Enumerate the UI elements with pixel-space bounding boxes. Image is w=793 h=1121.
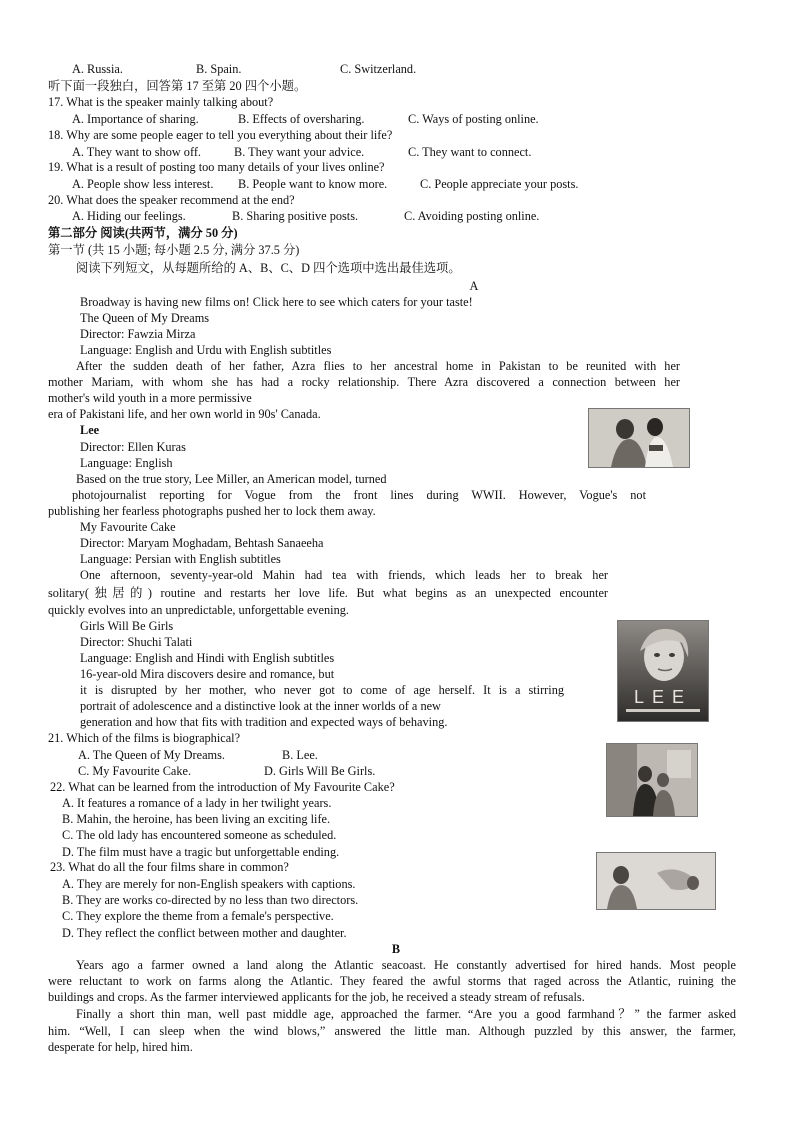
passage-b-line: desperate for help, hired him. [48, 1040, 193, 1054]
q23-option-d: D. They reflect the conflict between mother and daughter. [62, 926, 347, 940]
film1-language: Language: English and Urdu with English subtitles [80, 343, 332, 357]
film4-title: Girls Will Be Girls [80, 619, 174, 633]
film3-director: Director: Maryam Moghadam, Behtash Sanaeeha [80, 536, 324, 550]
monologue-intro: 听下面一段独白，回答第 17 至第 20 四个小题。 [48, 79, 307, 93]
lee-poster-image [617, 620, 709, 722]
q21-option-d: D. Girls Will Be Girls. [264, 764, 376, 778]
film3-desc-line: quickly evolves into an unpredictable, unforgettable evening. [48, 603, 349, 617]
film1-director: Director: Fawzia Mirza [80, 327, 196, 341]
q19-stem: 19. What is a result of posting too many details of your lives online? [48, 160, 385, 174]
film4-director: Director: Shuchi Talati [80, 635, 193, 649]
q16-option-a: A. Russia. [72, 62, 123, 76]
film2-director: Director: Ellen Kuras [80, 440, 186, 454]
film3-title: My Favourite Cake [80, 520, 176, 534]
film4-desc-line: portrait of adolescence and a distinctive look at the inner worlds of a new [80, 699, 441, 713]
passage-b-letter: B [391, 942, 401, 956]
q19-option-a: A. People show less interest. [72, 177, 214, 191]
q23-option-c: C. They explore the theme from a female's perspective. [62, 909, 334, 923]
film1-still-image [588, 408, 690, 468]
q17-option-c: C. Ways of posting online. [408, 112, 539, 126]
q23-option-b: B. They are works co-directed by no less than two directors. [62, 893, 359, 907]
q21-option-c: C. My Favourite Cake. [78, 764, 192, 778]
film4-language: Language: English and Hindi with English subtitles [80, 651, 335, 665]
q19-options [72, 176, 578, 192]
q22-option-b: B. Mahin, the heroine, has been living an exciting life. [62, 812, 331, 826]
q18-option-b: B. They want your advice. [234, 145, 365, 159]
film1-desc-line: mother's wild youth in a more permissive [48, 391, 252, 405]
q19-option-b: B. People want to know more. [238, 177, 388, 191]
q17-stem: 17. What is the speaker mainly talking about? [48, 95, 274, 109]
reading-section-title: 第一节 (共 15 小题; 每小题 2.5 分, 满分 37.5 分) [48, 243, 300, 257]
q18-option-a: A. They want to show off. [72, 145, 201, 159]
passage-a-letter: A [469, 279, 479, 293]
q18-stem: 18. Why are some people eager to tell you everything about their life? [48, 128, 393, 142]
passage-b-line: were reluctant to work on farms along the Atlantic. They feared the awful storms that raged across the Atlantic, ruining the [48, 974, 736, 988]
q21-options-row2 [78, 763, 375, 779]
film3-still-image [606, 743, 698, 817]
film4-still-image [596, 852, 716, 910]
q20-option-c: C. Avoiding posting online. [404, 209, 540, 223]
passage-b-line: buildings and crops. As the farmer interviewed applicants for the job, he received a steady stream of refusals. [48, 990, 585, 1004]
passage-b-line: Years ago a farmer owned a land along the Atlantic seacoast. He constantly advertised for hired hands. Most people [76, 958, 736, 972]
film2-desc-line: photojournalist reporting for Vogue from the front lines during WWII. However, Vogue's not [72, 488, 646, 502]
reading-instruction: 阅读下列短文，从每题所给的 A、B、C、D 四个选项中选出最佳选项。 [76, 261, 461, 275]
q17-option-a: A. Importance of sharing. [72, 112, 199, 126]
q22-option-d: D. The film must have a tragic but unforgettable ending. [62, 845, 340, 859]
film3-language: Language: Persian with English subtitles [80, 552, 281, 566]
q21-option-a: A. The Queen of My Dreams. [78, 748, 225, 762]
film2-desc-line: publishing her fearless photographs pushed her to lock them away. [48, 504, 376, 518]
q22-stem: 22. What can be learned from the introduction of My Favourite Cake? [50, 780, 395, 794]
film2-title: Lee [80, 423, 100, 437]
film1-desc-line: mother Mariam, with whom she has had a rocky relationship. There Azra discovered a connection between her [48, 375, 680, 389]
q20-stem: 20. What does the speaker recommend at the end? [48, 193, 295, 207]
film4-desc-line: generation and how that fits with tradition and expected ways of behaving. [80, 715, 448, 729]
film3-desc-line: solitary(独居的) routine and restarts her love life. But what begins as an unexpected encounter [48, 586, 608, 600]
q20-options [72, 208, 539, 224]
film4-desc-line: 16-year-old Mira discovers desire and romance, but [80, 667, 335, 681]
film2-language: Language: English [80, 456, 173, 470]
q17-option-b: B. Effects of oversharing. [238, 112, 365, 126]
q16-option-b: B. Spain. [196, 62, 242, 76]
reading-part-title: 第二部分 阅读(共两节，满分 50 分) [48, 226, 238, 240]
lee-poster-title: LEE [633, 687, 693, 707]
passage-b-line: Finally a short thin man, well past middle age, approached the farmer. “Are you a good farmhand？” the farmer asked [76, 1007, 736, 1021]
film1-desc-line: era of Pakistani life, and her own world in 90s' Canada. [48, 407, 321, 421]
q18-options [72, 144, 531, 160]
q23-option-a: A. They are merely for non-English speakers with captions. [62, 877, 356, 891]
passage-a-intro: Broadway is having new films on! Click here to see which caters for your taste! [80, 295, 473, 309]
q19-option-c: C. People appreciate your posts. [420, 177, 579, 191]
film2-desc-line: Based on the true story, Lee Miller, an American model, turned [76, 472, 387, 486]
q21-option-b: B. Lee. [282, 748, 318, 762]
q23-stem: 23. What do all the four films share in common? [50, 860, 289, 874]
q21-stem: 21. Which of the films is biographical? [48, 731, 241, 745]
film1-desc-line: After the sudden death of her father, Azra flies to her ancestral home in Pakistan to be reunited with her [76, 359, 680, 373]
q18-option-c: C. They want to connect. [408, 145, 532, 159]
q22-option-c: C. The old lady has encountered someone as scheduled. [62, 828, 337, 842]
passage-b-line: him. “Well, I can sleep when the wind blows,” answered the little man. Although puzzled by this answer, the farmer, [48, 1024, 736, 1038]
q20-option-b: B. Sharing positive posts. [232, 209, 359, 223]
q16-option-c: C. Switzerland. [340, 62, 417, 76]
film4-desc-line: it is disrupted by her mother, who never got to come of age herself. It is a stirring [80, 683, 564, 697]
q22-option-a: A. It features a romance of a lady in her twilight years. [62, 796, 332, 810]
film1-title: The Queen of My Dreams [80, 311, 210, 325]
q21-options-row1 [78, 747, 318, 763]
q17-options [72, 111, 539, 127]
q16-options [72, 61, 416, 77]
q20-option-a: A. Hiding our feelings. [72, 209, 186, 223]
film3-desc-line: One afternoon, seventy-year-old Mahin had tea with friends, which leads her to break her [80, 568, 608, 582]
